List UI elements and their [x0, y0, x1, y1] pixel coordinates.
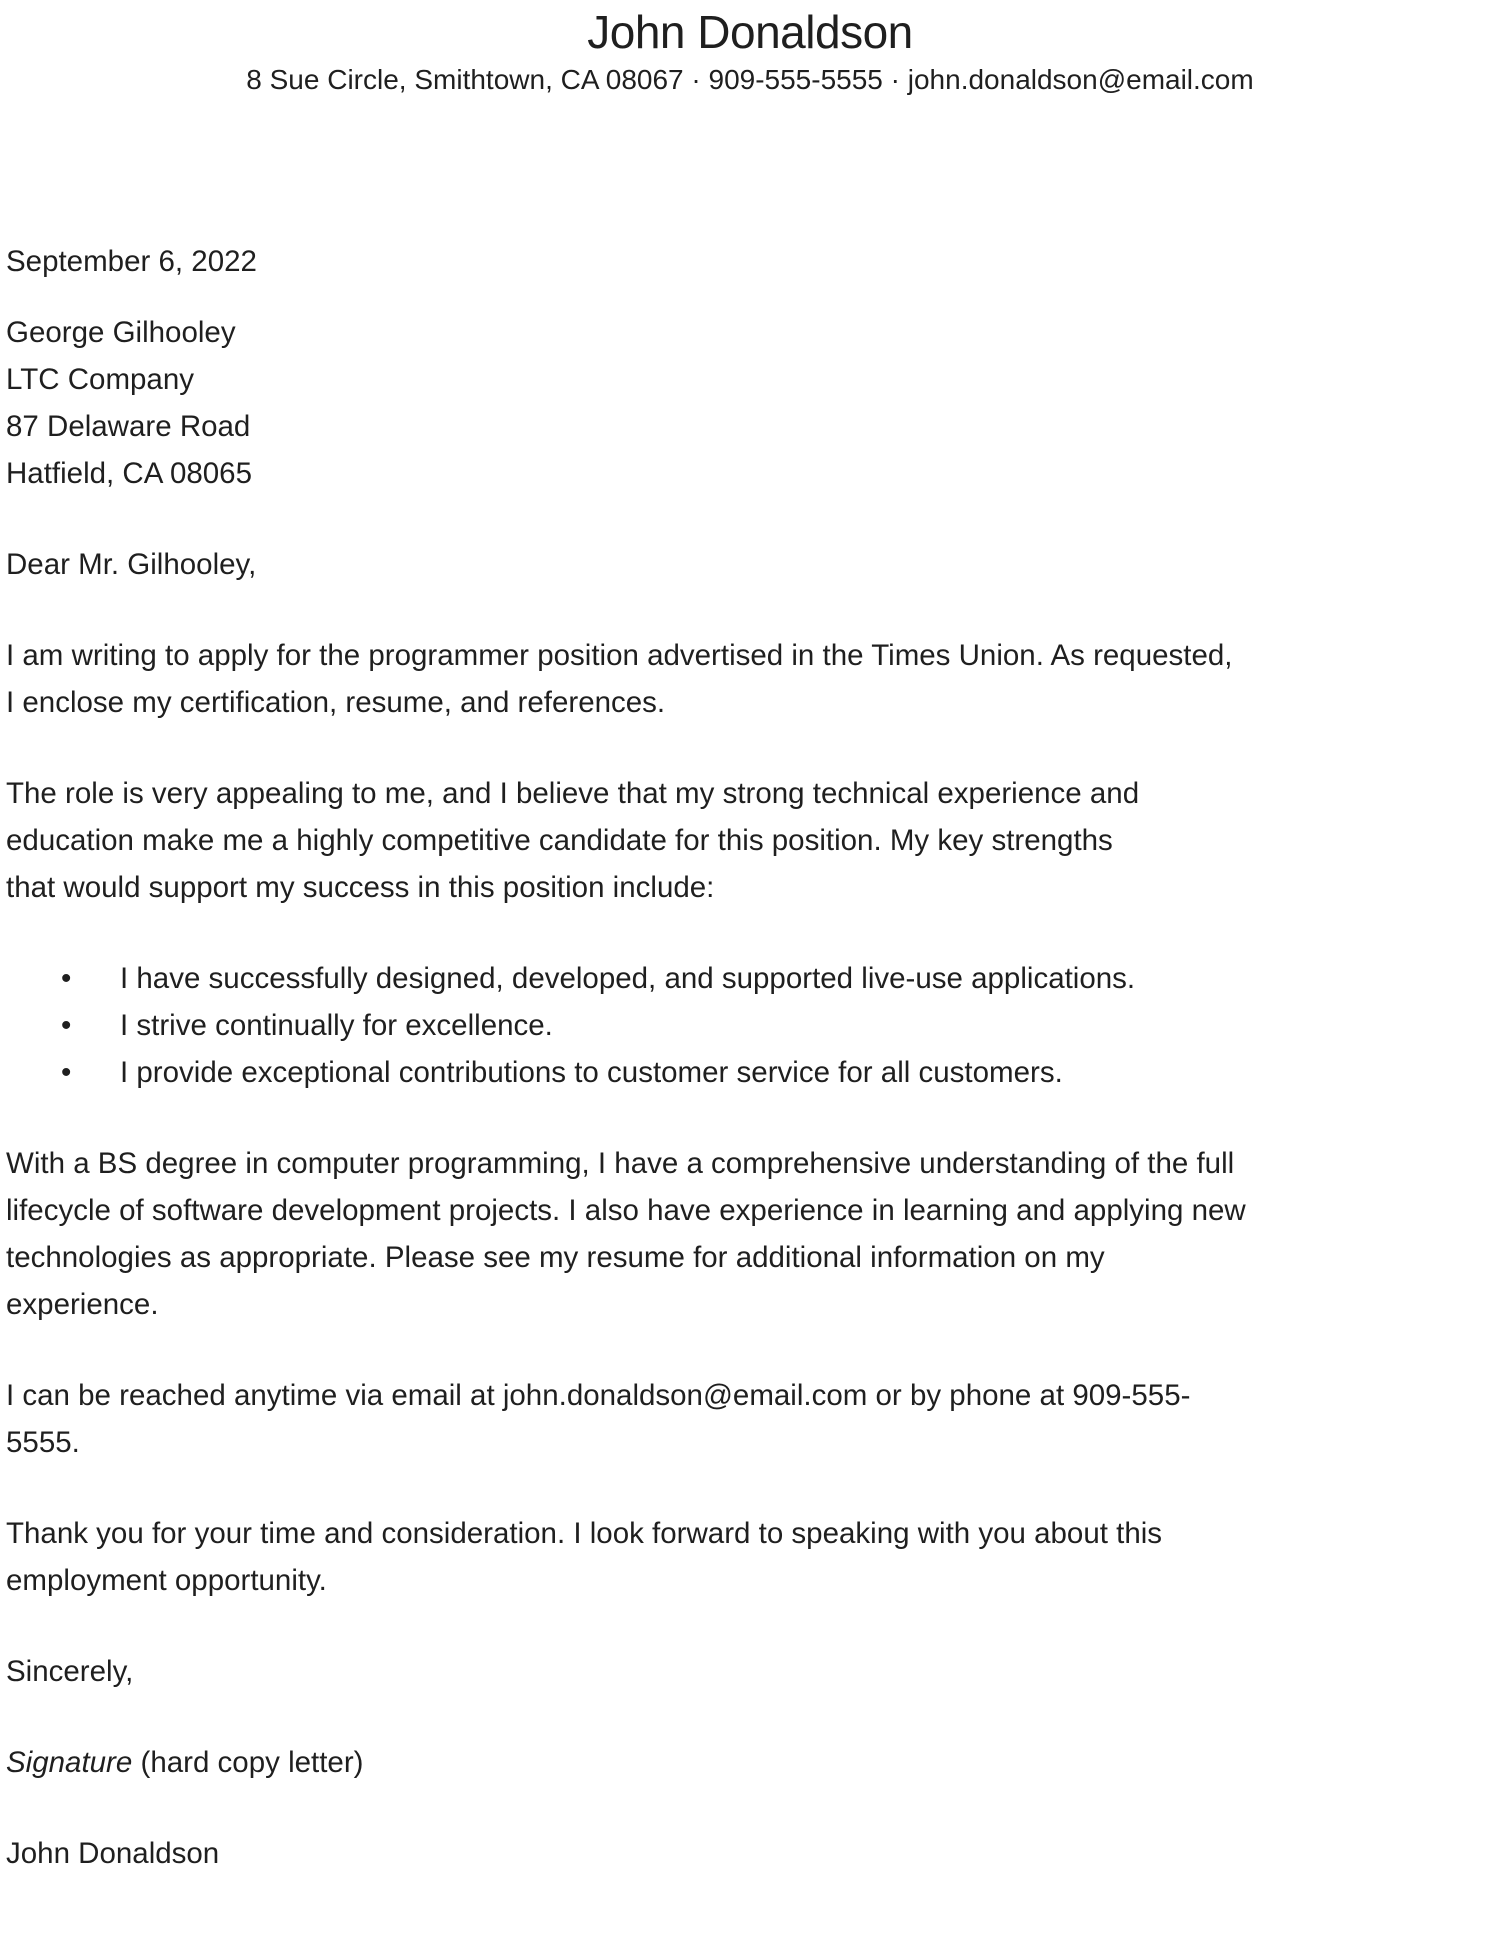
bullet-item: • I strive continually for excellence. [6, 1002, 1490, 1049]
paragraph-line: 5555. [6, 1426, 80, 1459]
paragraph-line: I enclose my certification, resume, and references. [6, 686, 666, 719]
salutation: Dear Mr. Gilhooley, [6, 548, 257, 581]
valediction: Sincerely, [6, 1655, 134, 1688]
signature-placeholder: Signature [6, 1746, 133, 1779]
closing-block [6, 1648, 1490, 1877]
paragraph-line: lifecycle of software development projects. I also have experience in learning and applying new [6, 1194, 1246, 1227]
sender-contact-line: 8 Sue Circle, Smithtown, CA 08067 · 909-555-5555 · john.donaldson@email.com [246, 64, 1254, 95]
paragraph-line: employment opportunity. [6, 1564, 327, 1597]
paragraph-line: Thank you for your time and consideration. I look forward to speaking with you about this [6, 1517, 1163, 1550]
recipient-street: 87 Delaware Road [6, 410, 251, 443]
bullet-list [6, 955, 1490, 1096]
bullet-item: • I provide exceptional contributions to customer service for all customers. [6, 1049, 1490, 1096]
recipient-name: George Gilhooley [6, 316, 236, 349]
body-paragraph [6, 1372, 1490, 1466]
paragraph-line: I can be reached anytime via email at john.donaldson@email.com or by phone at 909-555- [6, 1379, 1191, 1412]
body-paragraph [6, 1140, 1490, 1328]
letter-date: September 6, 2022 [6, 245, 257, 278]
paragraph-line: With a BS degree in computer programming, I have a comprehensive understanding of the full [6, 1147, 1235, 1180]
body-paragraph [6, 632, 1490, 726]
recipient-company: LTC Company [6, 363, 194, 396]
paragraph-line: technologies as appropriate. Please see my resume for additional information on my [6, 1241, 1105, 1274]
letter-paragraphs-container [6, 632, 1490, 1604]
paragraph-line: I am writing to apply for the programmer position advertised in the Times Union. As requested, [6, 639, 1233, 672]
typed-name: John Donaldson [6, 1837, 220, 1870]
body-paragraph [6, 1510, 1490, 1604]
signature-line [6, 1739, 1490, 1786]
paragraph-line: The role is very appealing to me, and I believe that my strong technical experience and [6, 777, 1140, 810]
paragraph-line: that would support my success in this position include: [6, 871, 715, 904]
bullet-item: • I have successfully designed, developed, and supported live-use applications. [6, 955, 1490, 1002]
signature-note: (hard copy letter) [132, 1746, 364, 1779]
sender-name: John Donaldson [587, 6, 913, 58]
recipient-address-block [6, 309, 1490, 497]
letter-body [0, 238, 1500, 1877]
letter-header [0, 0, 1500, 98]
body-paragraph [6, 770, 1490, 911]
recipient-city-state-zip: Hatfield, CA 08065 [6, 457, 252, 490]
paragraph-line: experience. [6, 1288, 159, 1321]
paragraph-line: education make me a highly competitive candidate for this position. My key strengths [6, 824, 1113, 857]
